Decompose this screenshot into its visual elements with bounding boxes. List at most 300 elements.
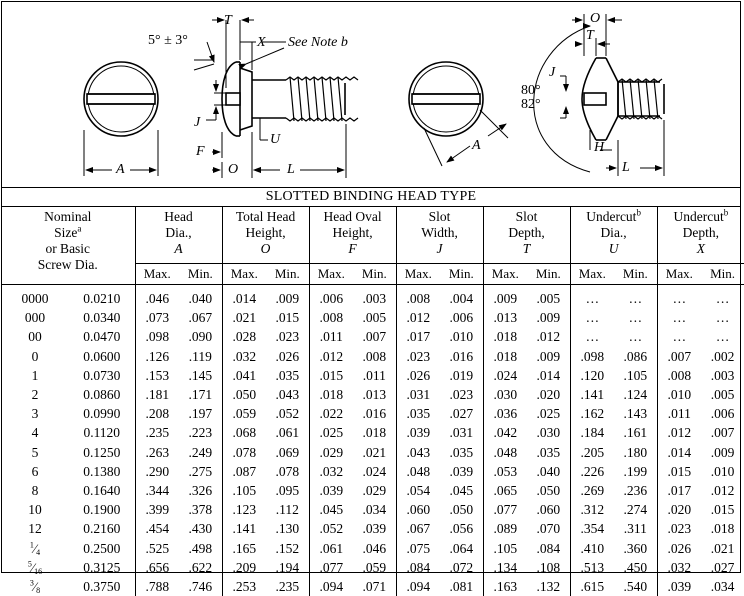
group-symbol: X — [697, 241, 705, 256]
dim-label-j-left: J — [194, 116, 200, 130]
max-value-cell: .269 — [570, 481, 614, 500]
max-value-cell: .399 — [135, 500, 179, 519]
min-value-cell: .235 — [266, 577, 309, 596]
min-value-cell: .105 — [614, 366, 657, 385]
max-value-cell: .454 — [135, 519, 179, 538]
nominal-header-line3: or Basic — [45, 241, 90, 256]
angle-label-left: 5° ± 3° — [148, 34, 188, 48]
min-value-cell: .199 — [614, 462, 657, 481]
max-value-cell: .041 — [222, 366, 266, 385]
max-value-cell: .354 — [570, 519, 614, 538]
max-value-cell: .184 — [570, 423, 614, 442]
max-value-cell: .226 — [570, 462, 614, 481]
max-value-cell: .023 — [396, 347, 440, 366]
min-value-cell: .018 — [353, 423, 396, 442]
max-value-cell: .013 — [483, 308, 527, 327]
min-value-cell: .050 — [440, 500, 483, 519]
max-value-cell: .098 — [135, 327, 179, 346]
min-value-cell: .197 — [179, 404, 222, 423]
min-value-cell: .056 — [440, 519, 483, 538]
min-value-cell: .039 — [440, 462, 483, 481]
basic-diameter-cell: 0.0600 — [69, 347, 135, 366]
group-line2: Dia., — [600, 225, 626, 240]
technical-drawing — [0, 0, 744, 188]
min-value-cell: … — [614, 308, 657, 327]
max-value-cell: .039 — [396, 423, 440, 442]
min-value-cell: .064 — [440, 539, 483, 558]
min-value-cell: .016 — [440, 347, 483, 366]
min-value-cell: .034 — [353, 500, 396, 519]
table-row — [1, 366, 744, 385]
screw-drawing-svg — [0, 0, 744, 188]
min-value-cell: … — [614, 327, 657, 346]
nominal-size-cell: 10 — [1, 500, 69, 519]
table-group-header-row — [1, 206, 744, 264]
min-value-cell: .124 — [614, 385, 657, 404]
min-value-cell: .010 — [701, 462, 744, 481]
min-value-cell: … — [614, 285, 657, 309]
max-value-cell: .077 — [309, 558, 353, 577]
dim-label-x: X — [257, 36, 266, 50]
max-value-cell: .087 — [222, 462, 266, 481]
group-symbol: T — [523, 241, 531, 256]
max-value-cell: .030 — [483, 385, 527, 404]
fraction-slash: ⁄ — [32, 560, 34, 575]
min-value-cell: .236 — [614, 481, 657, 500]
max-value-cell: .513 — [570, 558, 614, 577]
max-value-cell: .078 — [222, 443, 266, 462]
max-value-cell: .025 — [309, 423, 353, 442]
max-value-cell: .263 — [135, 443, 179, 462]
table-row — [1, 577, 744, 596]
basic-diameter-cell: 0.1250 — [69, 443, 135, 462]
max-value-cell: .008 — [309, 308, 353, 327]
dim-label-a-right: A — [472, 139, 481, 153]
max-value-cell: .208 — [135, 404, 179, 423]
max-value-cell: .312 — [570, 500, 614, 519]
min-header: Min. — [266, 264, 309, 285]
basic-diameter-cell: 0.2160 — [69, 519, 135, 538]
min-value-cell: .119 — [179, 347, 222, 366]
max-value-cell: .014 — [657, 443, 701, 462]
max-value-cell: .209 — [222, 558, 266, 577]
dimension-table — [1, 206, 744, 596]
max-value-cell: .134 — [483, 558, 527, 577]
min-value-cell: .152 — [266, 539, 309, 558]
group-sup: b — [724, 208, 729, 218]
basic-diameter-cell: 0.0210 — [69, 285, 135, 309]
group-line2: Width, — [421, 225, 458, 240]
fraction-size — [30, 579, 40, 594]
max-value-cell: .011 — [309, 327, 353, 346]
min-value-cell: .021 — [701, 539, 744, 558]
min-value-cell: .067 — [179, 308, 222, 327]
min-value-cell: .249 — [179, 443, 222, 462]
min-value-cell: .194 — [266, 558, 309, 577]
min-value-cell: .274 — [614, 500, 657, 519]
max-value-cell: .012 — [396, 308, 440, 327]
min-value-cell: .011 — [353, 366, 396, 385]
min-value-cell: .009 — [701, 443, 744, 462]
min-value-cell: .034 — [701, 577, 744, 596]
min-value-cell: .052 — [266, 404, 309, 423]
min-value-cell: .171 — [179, 385, 222, 404]
fraction-slash: ⁄ — [34, 579, 36, 594]
table-title: SLOTTED BINDING HEAD TYPE — [1, 187, 741, 207]
fraction-size — [28, 560, 42, 575]
max-header: Max. — [396, 264, 440, 285]
nominal-size-cell: 0000 — [1, 285, 69, 309]
max-value-cell: .035 — [396, 404, 440, 423]
nominal-size-cell: 6 — [1, 462, 69, 481]
group-line1: Total Head — [236, 209, 295, 224]
max-value-cell: .089 — [483, 519, 527, 538]
max-value-cell: .067 — [396, 519, 440, 538]
table-row — [1, 285, 744, 309]
min-value-cell: .003 — [353, 285, 396, 309]
min-value-cell: .060 — [527, 500, 570, 519]
max-value-cell: … — [570, 308, 614, 327]
min-value-cell: .010 — [440, 327, 483, 346]
group-line1: Undercut — [673, 209, 723, 224]
min-value-cell: .498 — [179, 539, 222, 558]
min-value-cell: .008 — [353, 347, 396, 366]
header-undercut-depth — [657, 206, 744, 264]
min-value-cell: … — [701, 308, 744, 327]
min-value-cell: .326 — [179, 481, 222, 500]
max-value-cell: .026 — [396, 366, 440, 385]
max-header: Max. — [483, 264, 527, 285]
min-value-cell: .540 — [614, 577, 657, 596]
right-end-view — [409, 62, 508, 166]
basic-diameter-cell: 0.0340 — [69, 308, 135, 327]
header-total-head-height — [222, 206, 309, 264]
dim-label-u: U — [270, 133, 280, 147]
group-line2: Depth, — [683, 225, 719, 240]
min-value-cell: .020 — [527, 385, 570, 404]
max-header: Max. — [309, 264, 353, 285]
max-value-cell: … — [570, 285, 614, 309]
dim-label-o-left: O — [228, 163, 238, 177]
min-value-cell: .027 — [701, 558, 744, 577]
max-header: Max. — [222, 264, 266, 285]
min-value-cell: .035 — [527, 443, 570, 462]
table-row — [1, 404, 744, 423]
nominal-header-line2: Size — [54, 225, 77, 240]
min-value-cell: .023 — [440, 385, 483, 404]
max-value-cell: .018 — [483, 327, 527, 346]
table-row — [1, 539, 744, 558]
min-value-cell: .360 — [614, 539, 657, 558]
group-line1: Slot — [429, 209, 451, 224]
basic-diameter-cell: 0.1640 — [69, 481, 135, 500]
max-header: Max. — [135, 264, 179, 285]
nominal-size-cell: 12 — [1, 519, 69, 538]
max-value-cell: .032 — [222, 347, 266, 366]
max-header: Max. — [570, 264, 614, 285]
table-row — [1, 481, 744, 500]
min-value-cell: .007 — [353, 327, 396, 346]
max-value-cell: .006 — [309, 285, 353, 309]
min-value-cell: .059 — [353, 558, 396, 577]
max-value-cell: .009 — [483, 285, 527, 309]
min-header: Min. — [527, 264, 570, 285]
max-value-cell: .123 — [222, 500, 266, 519]
min-value-cell: .024 — [353, 462, 396, 481]
table-row — [1, 347, 744, 366]
min-value-cell: .018 — [701, 519, 744, 538]
header-undercut-dia — [570, 206, 657, 264]
min-value-cell: .023 — [266, 327, 309, 346]
max-header: Max. — [657, 264, 701, 285]
max-value-cell: .021 — [222, 308, 266, 327]
max-value-cell: .163 — [483, 577, 527, 596]
max-value-cell: .008 — [657, 366, 701, 385]
angle-label-right-1: 80° — [521, 84, 541, 98]
max-value-cell: .015 — [657, 462, 701, 481]
min-value-cell: .161 — [614, 423, 657, 442]
max-value-cell: .043 — [396, 443, 440, 462]
min-value-cell: … — [701, 285, 744, 309]
dim-label-h: H — [594, 141, 604, 155]
min-value-cell: .046 — [353, 539, 396, 558]
min-value-cell: .130 — [266, 519, 309, 538]
nominal-size-cell: 5 — [1, 443, 69, 462]
max-value-cell: .656 — [135, 558, 179, 577]
table-row — [1, 519, 744, 538]
max-value-cell: .181 — [135, 385, 179, 404]
min-value-cell: .622 — [179, 558, 222, 577]
see-note-label: See Note b — [288, 36, 348, 50]
group-line2: Height, — [245, 225, 285, 240]
max-value-cell: .014 — [222, 285, 266, 309]
min-value-cell: .027 — [440, 404, 483, 423]
group-line1: Slot — [516, 209, 538, 224]
basic-diameter-cell: 0.0990 — [69, 404, 135, 423]
max-value-cell: .052 — [309, 519, 353, 538]
max-value-cell: .410 — [570, 539, 614, 558]
min-value-cell: .015 — [701, 500, 744, 519]
max-value-cell: .018 — [309, 385, 353, 404]
max-value-cell: .023 — [657, 519, 701, 538]
min-value-cell: .145 — [179, 366, 222, 385]
group-symbol: F — [348, 241, 356, 256]
max-value-cell: … — [657, 308, 701, 327]
min-value-cell: .007 — [701, 423, 744, 442]
max-value-cell: .045 — [309, 500, 353, 519]
fraction-denominator: 8 — [36, 586, 40, 595]
max-value-cell: .046 — [135, 285, 179, 309]
angle-label-right-2: 82° — [521, 98, 541, 112]
max-value-cell: .105 — [222, 481, 266, 500]
min-value-cell: .039 — [353, 519, 396, 538]
group-line1: Head — [164, 209, 192, 224]
min-value-cell: .071 — [353, 577, 396, 596]
min-value-cell: .006 — [440, 308, 483, 327]
min-value-cell: .035 — [266, 366, 309, 385]
min-value-cell: .014 — [527, 366, 570, 385]
max-value-cell: .031 — [396, 385, 440, 404]
max-value-cell: .615 — [570, 577, 614, 596]
min-value-cell: .005 — [527, 285, 570, 309]
min-value-cell: .090 — [179, 327, 222, 346]
max-value-cell: .018 — [483, 347, 527, 366]
min-value-cell: .108 — [527, 558, 570, 577]
max-value-cell: .048 — [396, 462, 440, 481]
min-value-cell: .081 — [440, 577, 483, 596]
min-value-cell: .009 — [527, 347, 570, 366]
left-end-view — [84, 62, 158, 176]
max-value-cell: .020 — [657, 500, 701, 519]
max-value-cell: .153 — [135, 366, 179, 385]
max-value-cell: .054 — [396, 481, 440, 500]
max-value-cell: .024 — [483, 366, 527, 385]
min-value-cell: .043 — [266, 385, 309, 404]
max-value-cell: .077 — [483, 500, 527, 519]
fraction-denominator: 4 — [36, 548, 40, 557]
fraction-numerator: 1 — [30, 540, 34, 549]
min-value-cell: … — [701, 327, 744, 346]
min-value-cell: .035 — [440, 443, 483, 462]
max-value-cell: .039 — [309, 481, 353, 500]
min-value-cell: .029 — [353, 481, 396, 500]
max-value-cell: .235 — [135, 423, 179, 442]
nominal-size-cell: 3 — [1, 404, 69, 423]
dim-label-l-right: L — [622, 161, 630, 175]
nominal-size-cell: 0 — [1, 347, 69, 366]
basic-diameter-cell: 0.1120 — [69, 423, 135, 442]
min-value-cell: .025 — [527, 404, 570, 423]
max-value-cell: .105 — [483, 539, 527, 558]
fraction-numerator: 3 — [30, 579, 34, 588]
fraction-size — [30, 541, 40, 556]
min-header: Min. — [614, 264, 657, 285]
max-value-cell: .042 — [483, 423, 527, 442]
min-value-cell: .132 — [527, 577, 570, 596]
nominal-size-cell: 000 — [1, 308, 69, 327]
max-value-cell: .015 — [309, 366, 353, 385]
dim-label-o-right: O — [590, 12, 600, 26]
min-value-cell: .275 — [179, 462, 222, 481]
min-value-cell: .026 — [266, 347, 309, 366]
table-body — [1, 285, 744, 596]
group-line2: Height, — [332, 225, 372, 240]
max-value-cell: … — [657, 327, 701, 346]
max-value-cell: .011 — [657, 404, 701, 423]
nominal-size-cell: 2 — [1, 385, 69, 404]
min-value-cell: .112 — [266, 500, 309, 519]
max-value-cell: .017 — [657, 481, 701, 500]
min-value-cell: .003 — [701, 366, 744, 385]
fraction-numerator: 5 — [28, 560, 32, 569]
min-value-cell: .009 — [266, 285, 309, 309]
dim-label-l-left: L — [287, 163, 295, 177]
dim-label-j-right: J — [549, 66, 555, 80]
max-value-cell: .073 — [135, 308, 179, 327]
min-value-cell: .045 — [440, 481, 483, 500]
max-value-cell: .053 — [483, 462, 527, 481]
basic-diameter-cell: 0.0470 — [69, 327, 135, 346]
nominal-size-cell — [1, 577, 69, 596]
max-value-cell: .344 — [135, 481, 179, 500]
nominal-size-header — [1, 206, 135, 285]
max-value-cell: .126 — [135, 347, 179, 366]
min-value-cell: .019 — [440, 366, 483, 385]
basic-diameter-cell: 0.3750 — [69, 577, 135, 596]
table-row — [1, 385, 744, 404]
table-row — [1, 327, 744, 346]
min-value-cell: .050 — [527, 481, 570, 500]
max-value-cell: .061 — [309, 539, 353, 558]
max-value-cell: .039 — [657, 577, 701, 596]
max-value-cell: .029 — [309, 443, 353, 462]
min-value-cell: .009 — [527, 308, 570, 327]
min-value-cell: .002 — [701, 347, 744, 366]
group-line1: Head Oval — [323, 209, 381, 224]
max-value-cell: .141 — [222, 519, 266, 538]
max-value-cell: .008 — [396, 285, 440, 309]
min-value-cell: .021 — [353, 443, 396, 462]
max-value-cell: … — [570, 327, 614, 346]
header-slot-depth — [483, 206, 570, 264]
nominal-header-line1: Nominal — [44, 209, 91, 224]
max-value-cell: .059 — [222, 404, 266, 423]
max-value-cell: .253 — [222, 577, 266, 596]
group-symbol: U — [609, 241, 619, 256]
max-value-cell: .017 — [396, 327, 440, 346]
max-value-cell: .065 — [483, 481, 527, 500]
max-value-cell: .068 — [222, 423, 266, 442]
basic-diameter-cell: 0.1900 — [69, 500, 135, 519]
max-value-cell: .012 — [309, 347, 353, 366]
min-value-cell: .078 — [266, 462, 309, 481]
max-value-cell: .120 — [570, 366, 614, 385]
max-value-cell: .032 — [657, 558, 701, 577]
max-value-cell: .026 — [657, 539, 701, 558]
max-value-cell: .032 — [309, 462, 353, 481]
min-value-cell: .430 — [179, 519, 222, 538]
max-value-cell: .036 — [483, 404, 527, 423]
max-value-cell: .012 — [657, 423, 701, 442]
min-value-cell: .069 — [266, 443, 309, 462]
min-value-cell: .086 — [614, 347, 657, 366]
table-row — [1, 462, 744, 481]
min-value-cell: .015 — [266, 308, 309, 327]
max-value-cell: … — [657, 285, 701, 309]
min-value-cell: .040 — [179, 285, 222, 309]
max-value-cell: .098 — [570, 347, 614, 366]
max-value-cell: .094 — [309, 577, 353, 596]
table-row — [1, 558, 744, 577]
min-value-cell: .013 — [353, 385, 396, 404]
min-value-cell: .005 — [701, 385, 744, 404]
header-slot-width — [396, 206, 483, 264]
nominal-size-cell — [1, 539, 69, 558]
basic-diameter-cell: 0.2500 — [69, 539, 135, 558]
min-value-cell: .223 — [179, 423, 222, 442]
basic-diameter-cell: 0.0730 — [69, 366, 135, 385]
header-head-oval-height — [309, 206, 396, 264]
group-line2: Depth, — [508, 225, 544, 240]
min-value-cell: .006 — [701, 404, 744, 423]
max-value-cell: .788 — [135, 577, 179, 596]
min-header: Min. — [701, 264, 744, 285]
basic-diameter-cell: 0.1380 — [69, 462, 135, 481]
min-value-cell: .031 — [440, 423, 483, 442]
min-value-cell: .040 — [527, 462, 570, 481]
table-row — [1, 308, 744, 327]
table-row — [1, 423, 744, 442]
